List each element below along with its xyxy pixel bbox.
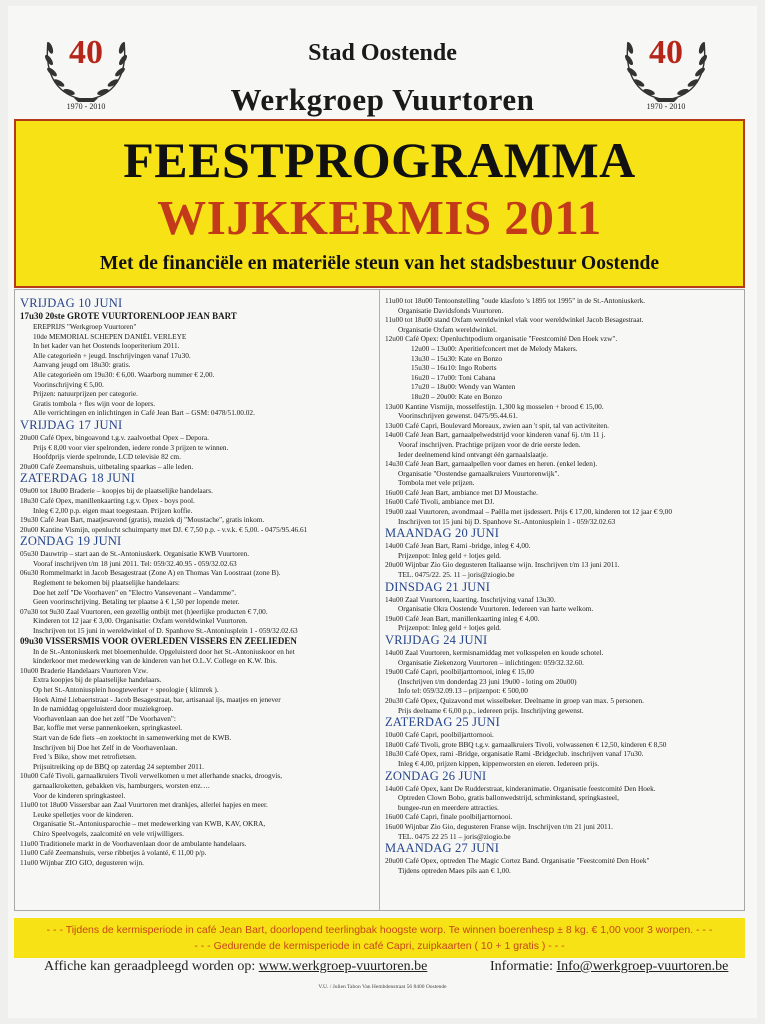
- program-line: Fred 's Bike, show met retrofietsen.: [33, 752, 137, 762]
- program-line: 09u00 tot 18u00 Braderie – koopjes bij de plaatselijke handelaars.: [20, 486, 213, 496]
- program-line: 07u30 tot 9u30 Zaal Vuurtoren, een gezellig ontbijt met (h)eerlijke producten € 7,00.: [20, 606, 268, 616]
- day-heading: MAANDAG 27 JUNI: [385, 841, 500, 856]
- highlight-event: 09u30 VISSERSMIS VOOR OVERLEDEN VISSERS EN ZEELIEDEN: [20, 635, 297, 646]
- program-line: 19u00 Café Capri, poolbiljarttornooi, inleg € 15,00: [385, 667, 534, 677]
- program-line: 14u30 Café Jean Bart, garnaalpellen voor dames en heren. (enkel leden).: [385, 459, 598, 469]
- program-line: 10u00 Braderie Handelaars Vuurtoren Vzw.: [20, 665, 148, 675]
- affiche-label: Affiche kan geraadpleegd worden op:: [44, 959, 256, 974]
- program-line: 18u00 Café Tivoli, grote BBQ t.g.v. garnaalkruiers Tivoli, volwassenen € 12,50, kinderen € 8,50: [385, 739, 667, 749]
- program-line: 19u00 zaal Vuurtoren, avondmaal – Paëlla met ijsdessert. Prijs € 17,00, kinderen tot 12 jaar € 9,00: [385, 507, 672, 517]
- program-line: 19u30 Café Jean Bart, maatjesavond (gratis), muziek dj "Moustache", gratis inkom.: [20, 515, 265, 525]
- program-line: bungee-run en meerdere attracties.: [398, 802, 499, 812]
- colophon: V.U. / Julien Tabon Van Hembdenstraat 56 8400 Oostende: [318, 984, 447, 990]
- day-heading: VRIJDAG 10 JUNI: [20, 296, 123, 310]
- program-line: 10u00 Café Tivoli, garnaalkruiers Tivoli verwelkomen u met allerhande snacks, droogvis,: [20, 771, 283, 781]
- info-email-link[interactable]: Info@werkgroep-vuurtoren.be: [556, 959, 729, 974]
- program-line: 14u00 Zaal Vuurtoren, kermisnamiddag met volksspelen en koude schotel.: [385, 648, 604, 657]
- program-line: 18u30 Café Opex, manillenkaarting t.g.v. Opex - boys pool.: [20, 495, 195, 505]
- program-line: 19u00 Café Jean Bart, manillenkaarting inleg € 4,00.: [385, 613, 540, 623]
- program-line: Organisatie St.-Antoniusparochie – met medewerking van KWB, KAV, OKRA,: [33, 819, 266, 829]
- program-line: (Inschrijven t/m donderdag 23 juni 19u00 - loting om 20u00): [398, 676, 577, 686]
- program-line: Tombola met vele prijzen.: [398, 478, 475, 488]
- program-line: kinderkoor met medewerking van de kinderen van het O.L.V. College en K.W. Ibis.: [33, 656, 277, 666]
- program-table: [14, 289, 745, 911]
- program-line: Vooraf inschrijven. Prachtige prijzen voor de drie eerste leden.: [398, 439, 581, 449]
- info-label: Informatie:: [490, 959, 553, 974]
- org-group: Werkgroep Vuurtoren: [230, 82, 535, 117]
- program-line: 11u00 tot 18u00 stand Oxfam wereldwinkel vlak voor wereldwinkel Jacob Besagestraat.: [385, 315, 644, 325]
- program-line: Organisatie Okra Oostende Vuurtoren. Iedereen van harte welkom.: [398, 604, 594, 614]
- program-line: 16u00 Café Capri, finale poolbiljarttornooi.: [385, 812, 513, 822]
- program-line: 20u00 Kantine Vismijn, openlucht schuimparty met DJ. € 7,50 p.p. - v.v.k. € 5,00. - 0475/95.46.61: [20, 524, 308, 534]
- program-line: 16u00 Café Tivoli, ambiance met DJ.: [385, 497, 495, 507]
- program-line: 11u00 tot 18u00 Tentoonstelling "oude klasfoto 's 1895 tot 1995" in de St.-Antoniuskerk.: [385, 296, 646, 305]
- program-line: Prijs deelname € 6,00 p.p., iedereen prijs. Inschrijving gewenst.: [398, 705, 584, 715]
- title-box: [14, 119, 745, 288]
- program-line: 18u20 – 20u00: Kate en Bonzo: [411, 391, 502, 401]
- day-heading: ZATERDAG 25 JUNI: [385, 715, 500, 730]
- program-line: Voor de kinderen springkasteel.: [33, 790, 126, 800]
- day-heading: ZONDAG 26 JUNI: [385, 768, 487, 783]
- badge-number: 40: [69, 34, 103, 71]
- program-line: Inschrijven tot 15 juni bij D. Spanhove St.-Antoniusplein 1 - 059/32.02.63: [398, 516, 616, 526]
- program-line: Organisatie Ziekenzorg Vuurtoren – inlichtingen: 059/32.32.60.: [398, 657, 585, 667]
- program-line: Voorinschrijven gewenst. 0475/95.44.61.: [398, 411, 518, 421]
- program-line: Voorhavenlaan aan doe het zelf "De Voorhaven":: [33, 713, 176, 723]
- program-line: Inschrijven bij Doe het Zelf in de Voorhavenlaan.: [33, 742, 178, 752]
- program-line: 20u00 Wijnbar Zio Gio degusteren Italiaanse wijn. Inschrijven t/m 13 juni 2011.: [385, 560, 620, 570]
- program-line: 20u00 Café Zeemanshuis, uitbetaling spaarkas – alle leden.: [20, 461, 194, 471]
- program-line: 10u00 Café Capri, poolbiljarttornooi.: [385, 730, 494, 740]
- highlight-event: 17u30 20ste GROTE VUURTORENLOOP JEAN BART: [20, 311, 237, 321]
- program-line: 20u00 Café Opex, optreden The Magic Cortez Band. Organisatie "Feestcomité Den Hoek": [385, 856, 650, 866]
- program-line: Alle categorieën + jeugd. Inschrijvingen vanaf 17u30.: [33, 350, 191, 360]
- program-line: 14u00 Café Jean Bart, Rami -bridge, inleg € 4,00.: [385, 541, 531, 551]
- program-line: garnaalkroketten, gebakken vis, hamburgers, worsten enz….: [33, 780, 210, 790]
- program-line: 11u00 Café Zeemanshuis, verse ribbetjes à volanté, € 11,00 p/p.: [20, 848, 207, 858]
- program-line: Organisatie Oxfam wereldwinkel.: [398, 324, 497, 334]
- org-city: Stad Oostende: [308, 40, 457, 66]
- day-heading: MAANDAG 20 JUNI: [385, 526, 500, 541]
- program-line: 18u30 Café Opex, rami -Bridge, organisatie Rami -Bridgeclub. inschrijven vanaf 17u30.: [385, 749, 644, 759]
- program-line: In de St.-Antoniuskerk met bloemenhulde. Opgeluisterd door het St.-Antoniuskoor en het: [33, 646, 295, 656]
- program-line: Gratis tombola + fles wijn voor de lopers.: [33, 398, 156, 408]
- program-line: Info tel: 059/32.09.13 – prijzenpot: € 500,00: [398, 686, 528, 696]
- program-line: EREPRIJS "Werkgroep Vuurtoren": [33, 322, 137, 331]
- program-line: 11u00 tot 18u00 Vissersbar aan Zaal Vuurtoren met drankjes, allerlei hapjes en meer.: [20, 800, 268, 810]
- program-line: Prijs € 8,00 voor vier spelronden, iedere ronde 3 prijzen te winnen.: [33, 442, 229, 452]
- program-line: 14u00 Café Opex, kant De Rudderstraat, kinderanimatie. Organisatie feestcomité Den Hoek.: [385, 783, 656, 793]
- notice-line-2: - - - Gedurende de kermisperiode in café Capri, zuipkaarten ( 10 + 1 gratis ) - - -: [194, 940, 565, 952]
- column-divider: [379, 290, 380, 910]
- program-line: Alle categorieën om 19u30: € 6,00. Waarborg nummer € 2,00.: [33, 369, 215, 379]
- program-column-left: [20, 296, 375, 906]
- program-line: 14u00 Café Jean Bart, garnaalpelwedstrijd voor kinderen vanaf 6j. t/m 11 j.: [385, 430, 606, 440]
- program-line: Inleg € 2,00 p.p. eigen maat toegestaan. Prijzen koffie.: [33, 505, 193, 515]
- program-line: Prijzenpot: Inleg geld + lotjes geld.: [398, 623, 502, 633]
- program-line: 12u00 Café Opex: Openluchtpodium organisatie "Feestcomité Den Hoek vzw".: [385, 334, 618, 344]
- title-sponsor: Met de financiële en materiële steun van het stadsbestuur Oostende: [99, 253, 660, 274]
- program-line: Prijzenpot: Inleg geld + lotjes geld.: [398, 550, 502, 560]
- program-line: Leuke spelletjes voor de kinderen.: [33, 809, 134, 819]
- program-line: Alle verrichtingen en inlichtingen in Café Jean Bart – GSM: 0478/51.00.02.: [33, 408, 255, 418]
- program-line: TEL. 0475 22 25 11 – joris@ziogio.be: [398, 831, 511, 841]
- program-line: Op het St.-Antoniusplein hoogtewerker + speologie ( klimrek ).: [33, 685, 219, 694]
- day-heading: VRIJDAG 24 JUNI: [385, 633, 488, 647]
- program-line: Ieder deelnemend kind ontvangt één garnaalslaatje.: [398, 449, 548, 459]
- program-line: In de namiddag opgeluisterd door muziekgroep.: [33, 704, 174, 714]
- day-heading: DINSDAG 21 JUNI: [385, 579, 491, 594]
- affiche-contact: [44, 959, 427, 975]
- program-line: Organisatie "Oostendse garnaalkruiers Vuurtorenwijk".: [398, 468, 560, 478]
- title-sub: WIJKKERMIS 2011: [157, 190, 602, 245]
- program-line: Chiro Speelvogels, zaalcomité en vele vrijwilligers.: [33, 828, 184, 838]
- program-line: 13u30 – 15u30: Kate en Bonzo: [411, 353, 502, 363]
- program-line: 15u30 – 16u10: Ingo Roberts: [411, 363, 497, 373]
- program-line: Organisatie Davidsfonds Vuurtoren.: [398, 305, 504, 315]
- program-line: Start van de 6de fiets –en zoektocht in samenwerking met de KWB.: [33, 732, 232, 742]
- program-line: 11u00 Traditionele markt in de Voorhavenlaan door de ambulante handelaars.: [20, 838, 247, 848]
- poster: [8, 6, 757, 1018]
- program-line: In het kader van het Oostends looperiterium 2011.: [33, 341, 180, 351]
- program-line: 13u00 Café Capri, Boulevard Moreaux, zwien aan 't spit, tal van activiteiten.: [385, 420, 610, 430]
- badge-years: 1970 - 2010: [66, 102, 106, 111]
- program-line: Extra koopjes bij de plaatselijke handelaars.: [33, 675, 162, 685]
- program-line: 20u00 Café Opex, bingoavond t.g.v. zaalvoetbal Opex – Depora.: [20, 432, 209, 442]
- program-line: Inschrijven tot 15 juni in wereldwinkel of D. Spanhove St.-Antoniusplein 1 - 059/32.02.63: [33, 626, 298, 636]
- program-line: 05u30 Dauwtrip – start aan de St.-Antoniuskerk. Organisatie KWB Vuurtoren.: [20, 549, 250, 559]
- program-line: 06u30 Rommelmarkt in Jacob Besagestraat (Zone A) en Thomas Van Loostraat (zone B).: [20, 568, 281, 578]
- program-line: 20u30 Café Opex, Quizavond met wisselbeker. Deelname in groep van max. 5 personen.: [385, 695, 644, 705]
- program-line: TEL. 0475/22. 25. 11 – joris@ziogio.be: [398, 570, 515, 580]
- program-line: Geen voorinschrijving. Betaling ter plaatse à € 1,50 per lopende meter.: [33, 597, 240, 607]
- badge-number: 40: [649, 34, 683, 71]
- badge-years: 1970 - 2010: [646, 102, 686, 111]
- program-line: 13u00 Kantine Vismijn, mosselfestijn. 1,300 kg mosselen + brood € 15,00.: [385, 401, 604, 411]
- day-heading: VRIJDAG 17 JUNI: [20, 417, 123, 432]
- program-line: Doe het zelf "De Voorhaven" en "Electro Vansevenant – Vandamme".: [33, 587, 237, 597]
- program-line: Aanvang jeugd om 18u30: gratis.: [33, 360, 131, 370]
- program-line: 16u00 Wijnbar Zio Gio, degusteren Franse wijn. Inschrijven t/m 21 juni 2011.: [385, 821, 613, 831]
- program-line: Hoofdprijs vierde spelronde, LCD televisie 82 cm.: [33, 452, 181, 462]
- program-line: 12u00 – 13u00: Aperitiefconcert met de Melody Makers.: [411, 343, 578, 353]
- program-column-right: [385, 296, 742, 906]
- program-line: Voorinschrijving € 5,00.: [33, 379, 104, 389]
- program-line: Optreden Clown Bobo, gratis ballonwedstrijd, schminkstand, springkasteel,: [398, 793, 619, 803]
- program-line: 16u00 Café Jean Bart, ambiance met DJ Moustache.: [385, 487, 538, 497]
- program-line: Kinderen tot 12 jaar € 3,00. Organisatie: Oxfam wereldwinkel Vuurtoren.: [33, 616, 248, 626]
- title-main: FEESTPROGRAMMA: [123, 132, 636, 188]
- notice-line-1: - - - Tijdens de kermisperiode in café Jean Bart, doorlopend teerlingbak hoogste worp. Te winnen boerenhesp ± 8 kg. € 1,00 voor 3 worpen. - - -: [46, 924, 713, 936]
- program-line: 11u00 Wijnbar ZIO GIO, degusteren wijn.: [20, 857, 144, 867]
- program-line: 16u20 – 17u00: Toni Cabana: [411, 372, 496, 382]
- program-line: 14u00 Zaal Vuurtoren, kaarting. Inschrijving vanaf 13u30.: [385, 594, 556, 604]
- program-line: Tijdens optreden Maes pils aan € 1,00.: [398, 865, 511, 875]
- notice-box: [14, 918, 745, 958]
- day-heading: ZONDAG 19 JUNI: [20, 534, 122, 549]
- affiche-url-link[interactable]: www.werkgroep-vuurtoren.be: [258, 959, 428, 974]
- program-line: Prijzen: natuurprijzen per categorie.: [33, 389, 138, 399]
- info-contact: [490, 959, 728, 975]
- program-line: Reglement te bekomen bij plaatselijke handelaars:: [33, 578, 180, 588]
- day-heading: ZATERDAG 18 JUNI: [20, 471, 135, 486]
- program-line: Bar, koffie met verse pannenkoeken, springkasteel.: [33, 723, 183, 733]
- program-line: Hoek Aimé Liebaertstraat - Jacob Besagestraat, bar, artisanaal ijs, maatjes en jenever: [33, 694, 281, 704]
- program-line: Vooraf inschrijven t/m 18 juni 2011. Tel: 059/32.40.95 - 059/32.02.63: [33, 558, 237, 568]
- program-line: 17u20 – 18u00: Wendy van Wanten: [411, 382, 516, 392]
- program-line: 10de MEMORIAL SCHEPEN DANIËL VERLEYE: [33, 331, 187, 341]
- program-line: Inleg € 4,00, prijzen kippen, kippenworsten en eieren. Iedereen prijs.: [398, 758, 599, 768]
- program-line: Prijsuitreiking op de BBQ op zaterdag 24 september 2011.: [33, 761, 204, 771]
